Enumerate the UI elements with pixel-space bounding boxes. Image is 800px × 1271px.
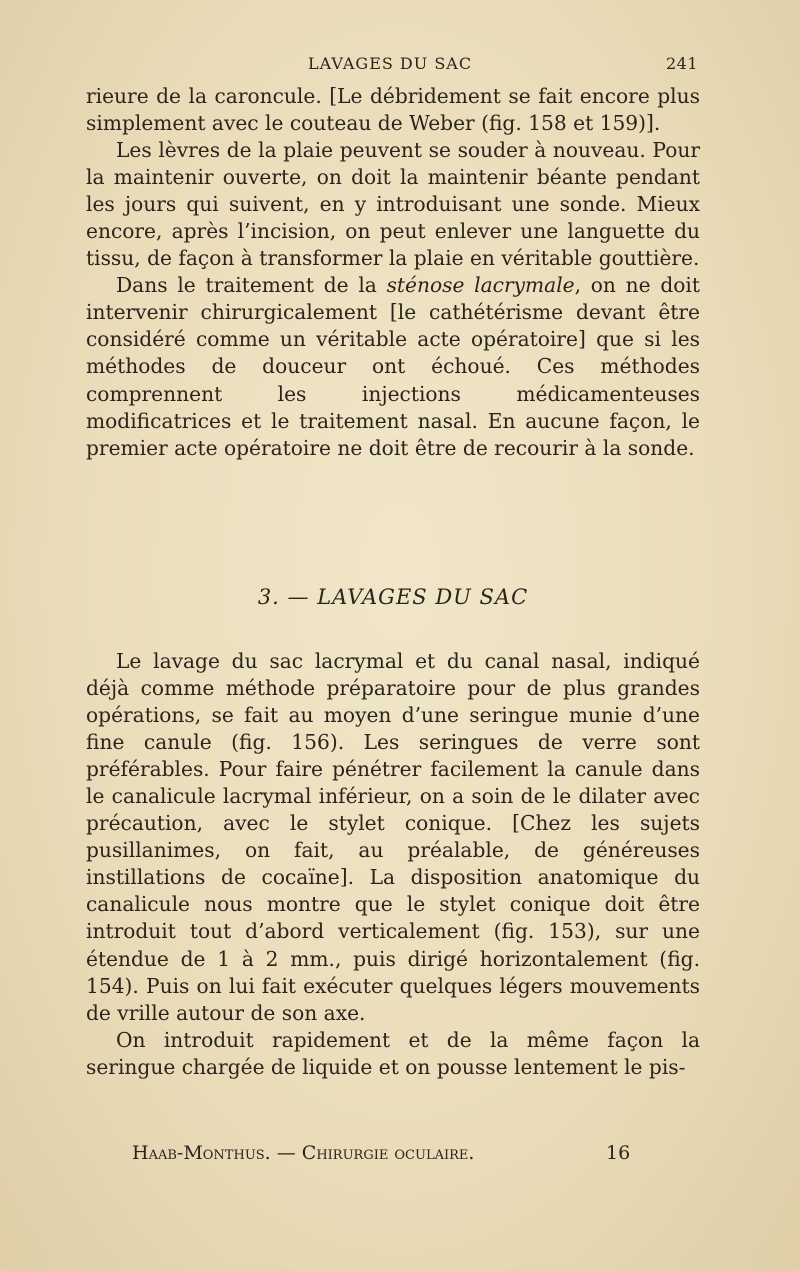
footer-signature: Haab-Monthus. — Chirurgie oculaire.: [132, 1142, 475, 1164]
paragraph-caroncule: rieure de la caroncule. [Le débridement se fait encore plus simplement avec le couteau de Weber (fig. 158 et 159)].: [86, 84, 700, 136]
paragraph-lavage: Le lavage du sac lacrymal et du canal nasal, indiqué déjà comme méthode préparatoire pour de plus grandes opérations, se fait au moyen d’une seringue munie d’une fine canule (fig. 156). Les seringues de verre sont préférables. Pour faire pénétrer facilement la canule dans le canalicule lacrymal inférieur, on a soin de le dilater avec précaution, avec le stylet conique. [Chez les sujets pusillanimes, on fait, au préalable, de généreuses instillations de cocaïne]. La disposition anatomique du canalicule nous montre que le stylet conique doit être introduit tout d’abord verticalement (fig. 153), sur une étendue de 1 à 2 mm., puis dirigé horizontalement (fig. 154). Puis on lui fait exécuter quelques légers mouvements de vrille autour de son axe.: [86, 649, 700, 1025]
running-header: [86, 54, 700, 78]
stenose-text-before: Dans le traitement de la: [116, 273, 387, 298]
stenose-text-after: , on ne doit intervenir chirurgicalement [le cathétérisme devant être considéré comme un véritable acte opératoire] que si les méthodes de douceur ont échoué. Ces méthodes comprennent les injections médicamenteuses modificatrices et le traitement nasal. En aucune façon, le premier acte opératoire ne doit être de recourir à la sonde.: [86, 273, 701, 460]
page-footer: [86, 1142, 700, 1168]
signature-mark: 16: [606, 1142, 631, 1164]
section-heading: 3. — LAVAGES DU SAC: [257, 585, 529, 609]
paragraph-introduction: On introduit rapidement et de la même façon la seringue chargée de liquide et on pousse lentement le pis-: [86, 1027, 700, 1079]
main-text-block: [86, 83, 700, 462]
paragraph-levres: Les lèvres de la plaie peuvent se souder à nouveau. Pour la maintenir ouverte, on doit la maintenir béante pendant les jours qui suivent, en y introduisant une sonde. Mieux encore, après l’incision, on peut enlever une languette du tissu, de façon à transformer la plaie en véritable gouttière.: [86, 138, 700, 271]
stenose-italic-term: sténose lacrymale: [386, 273, 575, 298]
section-text-block: [86, 648, 700, 1081]
running-title: LAVAGES DU SAC: [308, 54, 473, 73]
page-number: 241: [665, 54, 698, 73]
paragraph-stenose: [86, 272, 700, 461]
